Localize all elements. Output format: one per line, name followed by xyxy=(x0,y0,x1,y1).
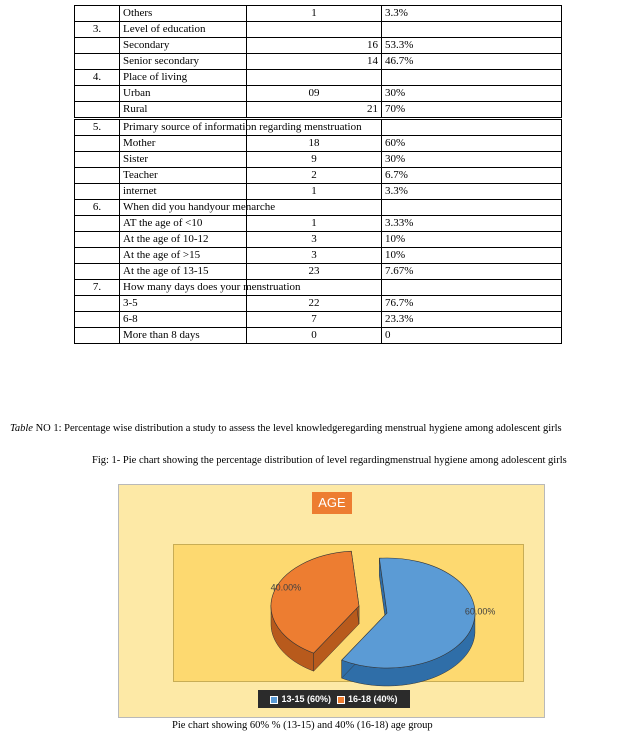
cell-count: 0 xyxy=(247,328,382,344)
cell-number: 6. xyxy=(75,200,120,216)
cell-count: 16 xyxy=(247,38,382,54)
cell-percent xyxy=(382,22,562,38)
cell-number xyxy=(75,248,120,264)
cell-count: 14 xyxy=(247,54,382,70)
cell-count: 1 xyxy=(247,216,382,232)
table-row xyxy=(75,264,562,280)
cell-percent: 30% xyxy=(382,86,562,102)
chart-legend xyxy=(258,690,410,708)
cell-number xyxy=(75,312,120,328)
cell-number xyxy=(75,216,120,232)
cell-label: Mother xyxy=(120,136,247,152)
cell-count: 7 xyxy=(247,312,382,328)
cell-label: At the age of 13-15 xyxy=(120,264,247,280)
cell-percent xyxy=(382,70,562,86)
cell-percent: 53.3% xyxy=(382,38,562,54)
cell-number xyxy=(75,136,120,152)
table-row xyxy=(75,38,562,54)
cell-number xyxy=(75,184,120,200)
cell-count: 1 xyxy=(247,6,382,22)
legend-label-13-15: 13-15 (60%) xyxy=(281,694,331,704)
cell-count: 21 xyxy=(247,102,382,118)
table-caption xyxy=(10,423,562,434)
cell-count: 1 xyxy=(247,184,382,200)
cell-label: Others xyxy=(120,6,247,22)
table-row xyxy=(75,6,562,22)
cell-number: 3. xyxy=(75,22,120,38)
table-caption-text: NO 1: Percentage wise distribution a study to assess the level knowledgeregarding menstrual hygiene among adolescent girls xyxy=(32,423,562,434)
cell-count: 2 xyxy=(247,168,382,184)
data-table-part-a xyxy=(74,5,562,118)
table-row xyxy=(75,296,562,312)
cell-label: When did you handyour menarche xyxy=(120,200,247,216)
cell-percent xyxy=(382,120,562,136)
table-row xyxy=(75,280,562,296)
cell-number xyxy=(75,102,120,118)
table-row xyxy=(75,120,562,136)
table-row xyxy=(75,152,562,168)
cell-count: 22 xyxy=(247,296,382,312)
cell-label: internet xyxy=(120,184,247,200)
cell-count: 9 xyxy=(247,152,382,168)
cell-number xyxy=(75,296,120,312)
cell-count: 3 xyxy=(247,232,382,248)
cell-count: 09 xyxy=(247,86,382,102)
cell-number: 4. xyxy=(75,70,120,86)
table-caption-prefix: Table xyxy=(10,423,33,434)
data-label-13-15: 60.00% xyxy=(464,606,496,617)
legend-label-16-18: 16-18 (40%) xyxy=(348,694,398,704)
cell-number xyxy=(75,328,120,344)
table-row xyxy=(75,22,562,38)
cell-count: 23 xyxy=(247,264,382,280)
cell-number xyxy=(75,38,120,54)
table-row xyxy=(75,70,562,86)
cell-label: 6-8 xyxy=(120,312,247,328)
legend-item-13-15 xyxy=(270,690,331,708)
pie-chart-panel xyxy=(118,484,545,718)
table-row xyxy=(75,54,562,70)
cell-label: Primary source of information regarding menstruation xyxy=(120,120,247,136)
cell-number xyxy=(75,232,120,248)
cell-percent: 3.3% xyxy=(382,184,562,200)
table-row xyxy=(75,86,562,102)
cell-label: Level of education xyxy=(120,22,247,38)
cell-percent: 30% xyxy=(382,152,562,168)
table-row xyxy=(75,312,562,328)
cell-count: 3 xyxy=(247,248,382,264)
cell-label: Place of living xyxy=(120,70,247,86)
cell-label: Senior secondary xyxy=(120,54,247,70)
cell-percent: 7.67% xyxy=(382,264,562,280)
cell-percent: 3.3% xyxy=(382,6,562,22)
table-row xyxy=(75,328,562,344)
cell-percent: 46.7% xyxy=(382,54,562,70)
cell-percent: 10% xyxy=(382,232,562,248)
table-row xyxy=(75,184,562,200)
cell-number xyxy=(75,168,120,184)
cell-label: AT the age of <10 xyxy=(120,216,247,232)
cell-percent: 0 xyxy=(382,328,562,344)
cell-label: Rural xyxy=(120,102,247,118)
cell-label: Sister xyxy=(120,152,247,168)
cell-number: 7. xyxy=(75,280,120,296)
figure-caption: Fig: 1- Pie chart showing the percentage distribution of level regardingmenstrual hygiene among adolescent girls xyxy=(92,455,567,466)
cell-label: Urban xyxy=(120,86,247,102)
cell-count xyxy=(247,22,382,38)
table-row xyxy=(75,248,562,264)
cell-number xyxy=(75,54,120,70)
table-row xyxy=(75,216,562,232)
table-row xyxy=(75,168,562,184)
cell-number xyxy=(75,264,120,280)
legend-swatch-orange xyxy=(337,696,345,704)
cell-number: 5. xyxy=(75,120,120,136)
table-row xyxy=(75,136,562,152)
cell-label: At the age of 10-12 xyxy=(120,232,247,248)
cell-percent: 6.7% xyxy=(382,168,562,184)
cell-percent: 70% xyxy=(382,102,562,118)
chart-title: AGE xyxy=(312,492,352,514)
data-table-part-b xyxy=(74,119,562,344)
cell-number xyxy=(75,6,120,22)
cell-number xyxy=(75,152,120,168)
cell-count: 18 xyxy=(247,136,382,152)
cell-percent: 3.33% xyxy=(382,216,562,232)
cell-count xyxy=(247,70,382,86)
cell-label: Secondary xyxy=(120,38,247,54)
cell-label: More than 8 days xyxy=(120,328,247,344)
chart-caption: Pie chart showing 60% % (13-15) and 40% (16-18) age group xyxy=(172,720,433,731)
cell-percent xyxy=(382,280,562,296)
cell-percent: 10% xyxy=(382,248,562,264)
cell-label: How many days does your menstruation xyxy=(120,280,247,296)
cell-number xyxy=(75,86,120,102)
cell-percent: 60% xyxy=(382,136,562,152)
legend-swatch-blue xyxy=(270,696,278,704)
data-label-16-18: 40.00% xyxy=(270,582,302,593)
cell-label: At the age of >15 xyxy=(120,248,247,264)
cell-percent: 76.7% xyxy=(382,296,562,312)
table-row xyxy=(75,232,562,248)
table-row xyxy=(75,200,562,216)
cell-percent: 23.3% xyxy=(382,312,562,328)
cell-label: Teacher xyxy=(120,168,247,184)
table-row xyxy=(75,102,562,118)
legend-item-16-18 xyxy=(337,690,398,708)
pie-chart xyxy=(119,485,546,719)
cell-percent xyxy=(382,200,562,216)
cell-label: 3-5 xyxy=(120,296,247,312)
